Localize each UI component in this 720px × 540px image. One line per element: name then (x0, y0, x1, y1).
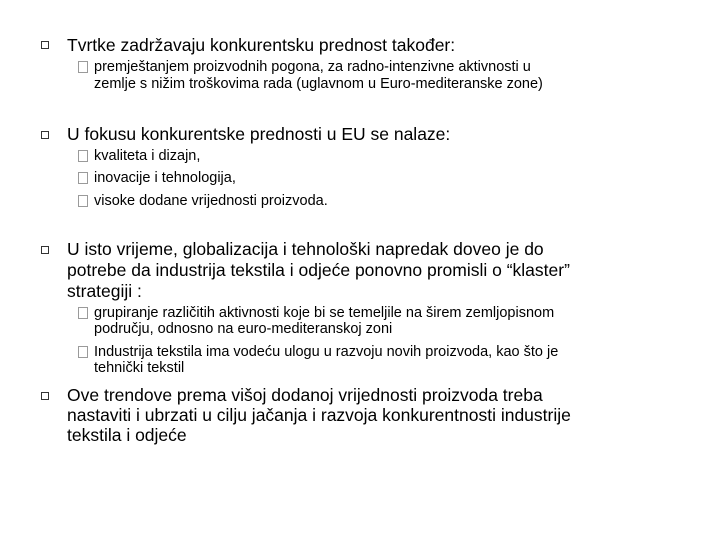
sub-bullet-text: visoke dodane vrijednosti proizvoda. (94, 193, 328, 209)
bullet-text: nastaviti i ubrzati u cilju jačanja i razvoja konkurentnosti industrije (67, 405, 571, 425)
sub-bullet-icon (78, 346, 88, 358)
sub-bullet-text: Industrija tekstila ima vodeću ulogu u razvoju novih proizvoda, kao što je (94, 344, 559, 360)
bullet-square-icon (41, 131, 49, 139)
bullet-text: Tvrtke zadržavaju konkurentsku prednost također: (67, 35, 456, 55)
sub-bullet-icon (78, 195, 88, 207)
sub-bullet-icon (78, 61, 88, 73)
sub-bullet-text: području, odnosno na euro-mediteranskoj zoni (94, 321, 393, 337)
bullet-square-icon (41, 246, 49, 254)
sub-bullet-text: grupiranje različitih aktivnosti koje bi se temeljile na širem zemljopisnom (94, 305, 555, 321)
sub-bullet-text: inovacije i tehnologija, (94, 170, 236, 186)
bullet-square-icon (41, 41, 49, 49)
sub-bullet-icon (78, 307, 88, 319)
sub-bullet-text: kvaliteta i dizajn, (94, 148, 201, 164)
bullet-text: Ove trendove prema višoj dodanoj vrijednosti proizvoda treba (67, 385, 543, 405)
bullet-text: strategiji : (67, 281, 142, 301)
bullet-text: potrebe da industrija tekstila i odjeće ponovno promisli o “klaster” (67, 260, 570, 280)
bullet-text: U fokusu konkurentske prednosti u EU se nalaze: (67, 124, 451, 144)
sub-bullet-icon (78, 172, 88, 184)
sub-bullet-text: premještanjem proizvodnih pogona, za radno-intenzivne aktivnosti u (94, 59, 531, 75)
bullet-square-icon (41, 392, 49, 400)
sub-bullet-text: zemlje s nižim troškovima rada (uglavnom u Euro-mediteranske zone) (94, 76, 543, 92)
sub-bullet-icon (78, 150, 88, 162)
bullet-text: tekstila i odjeće (67, 425, 187, 445)
sub-bullet-text: tehnički tekstil (94, 360, 185, 376)
bullet-text: U isto vrijeme, globalizacija i tehnološki napredak doveo je do (67, 239, 544, 259)
